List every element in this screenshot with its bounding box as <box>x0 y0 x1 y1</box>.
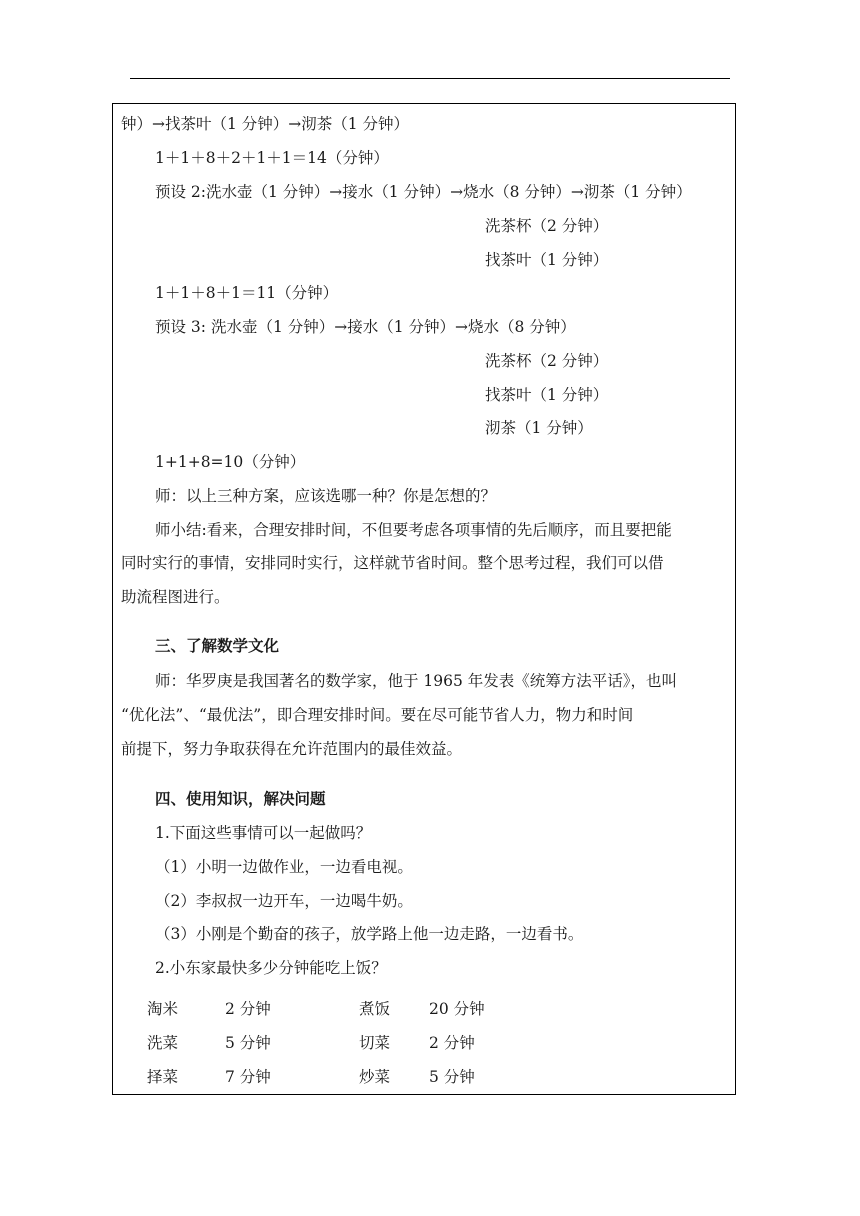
text-line: 1＋1＋8＋1＝11（分钟） <box>155 284 339 302</box>
task-time: 2 分钟 <box>429 1034 475 1052</box>
text-line: 师小结:看来，合理安排时间，不但要考虑各项事情的先后顺序，而且要把能 <box>155 521 672 539</box>
text-line: 1＋1＋8＋2＋1＋1＝14（分钟） <box>155 149 389 167</box>
task-time: 20 分钟 <box>429 1000 485 1018</box>
section-heading: 四、使用知识，解决问题 <box>155 789 326 808</box>
text-line: 同时实行的事情，安排同时实行，这样就节省时间。整个思考过程，我们可以借 <box>121 554 664 572</box>
task-time: 5 分钟 <box>225 1034 271 1052</box>
text-line: 找茶叶（1 分钟） <box>485 251 609 269</box>
text-line: “优化法”、“最优法”，即合理安排时间。要在尽可能节省人力，物力和时间 <box>121 706 634 724</box>
text-line: 钟）→找茶叶（1 分钟）→沏茶（1 分钟） <box>121 115 410 133</box>
task-time: 7 分钟 <box>225 1068 271 1086</box>
content-frame <box>112 103 736 1095</box>
task-name: 洗菜 <box>147 1034 179 1052</box>
text-line: （1）小明一边做作业，一边看电视。 <box>155 858 413 876</box>
text-line: 1.下面这些事情可以一起做吗？ <box>155 824 372 842</box>
text-line: （2）李叔叔一边开车，一边喝牛奶。 <box>155 892 413 910</box>
task-name: 煮饭 <box>359 1000 391 1018</box>
text-line: 洗茶杯（2 分钟） <box>485 217 609 235</box>
task-name: 淘米 <box>147 1000 179 1018</box>
text-line: 洗茶杯（2 分钟） <box>485 352 609 370</box>
task-time: 2 分钟 <box>225 1000 271 1018</box>
text-line: 助流程图进行。 <box>121 588 230 606</box>
text-line: 2.小东家最快多少分钟能吃上饭？ <box>155 959 387 977</box>
task-name: 择菜 <box>147 1068 179 1086</box>
task-time: 5 分钟 <box>429 1068 475 1086</box>
text-line: 师：以上三种方案，应该选哪一种？你是怎想的？ <box>155 487 497 505</box>
text-line: 1+1+8=10（分钟） <box>155 453 306 471</box>
text-line: 师：华罗庚是我国著名的数学家，他于 1965 年发表《统筹方法平话》，也叫 <box>155 672 678 690</box>
text-line: 预设 3: 洗水壶（1 分钟）→接水（1 分钟）→烧水（8 分钟） <box>155 318 576 336</box>
text-line: 找茶叶（1 分钟） <box>485 386 609 404</box>
task-name: 切菜 <box>359 1034 391 1052</box>
text-line: 预设 2:洗水壶（1 分钟）→接水（1 分钟）→烧水（8 分钟）→沏茶（1 分钟） <box>155 183 692 201</box>
header-rule <box>130 78 730 79</box>
text-line: （3）小刚是个勤奋的孩子，放学路上他一边走路，一边看书。 <box>155 925 584 943</box>
text-line: 沏茶（1 分钟） <box>485 419 593 437</box>
task-name: 炒菜 <box>359 1068 391 1086</box>
text-line: 前提下，努力争取获得在允许范围内的最佳效益。 <box>121 740 463 758</box>
section-heading: 三、了解数学文化 <box>155 636 280 655</box>
